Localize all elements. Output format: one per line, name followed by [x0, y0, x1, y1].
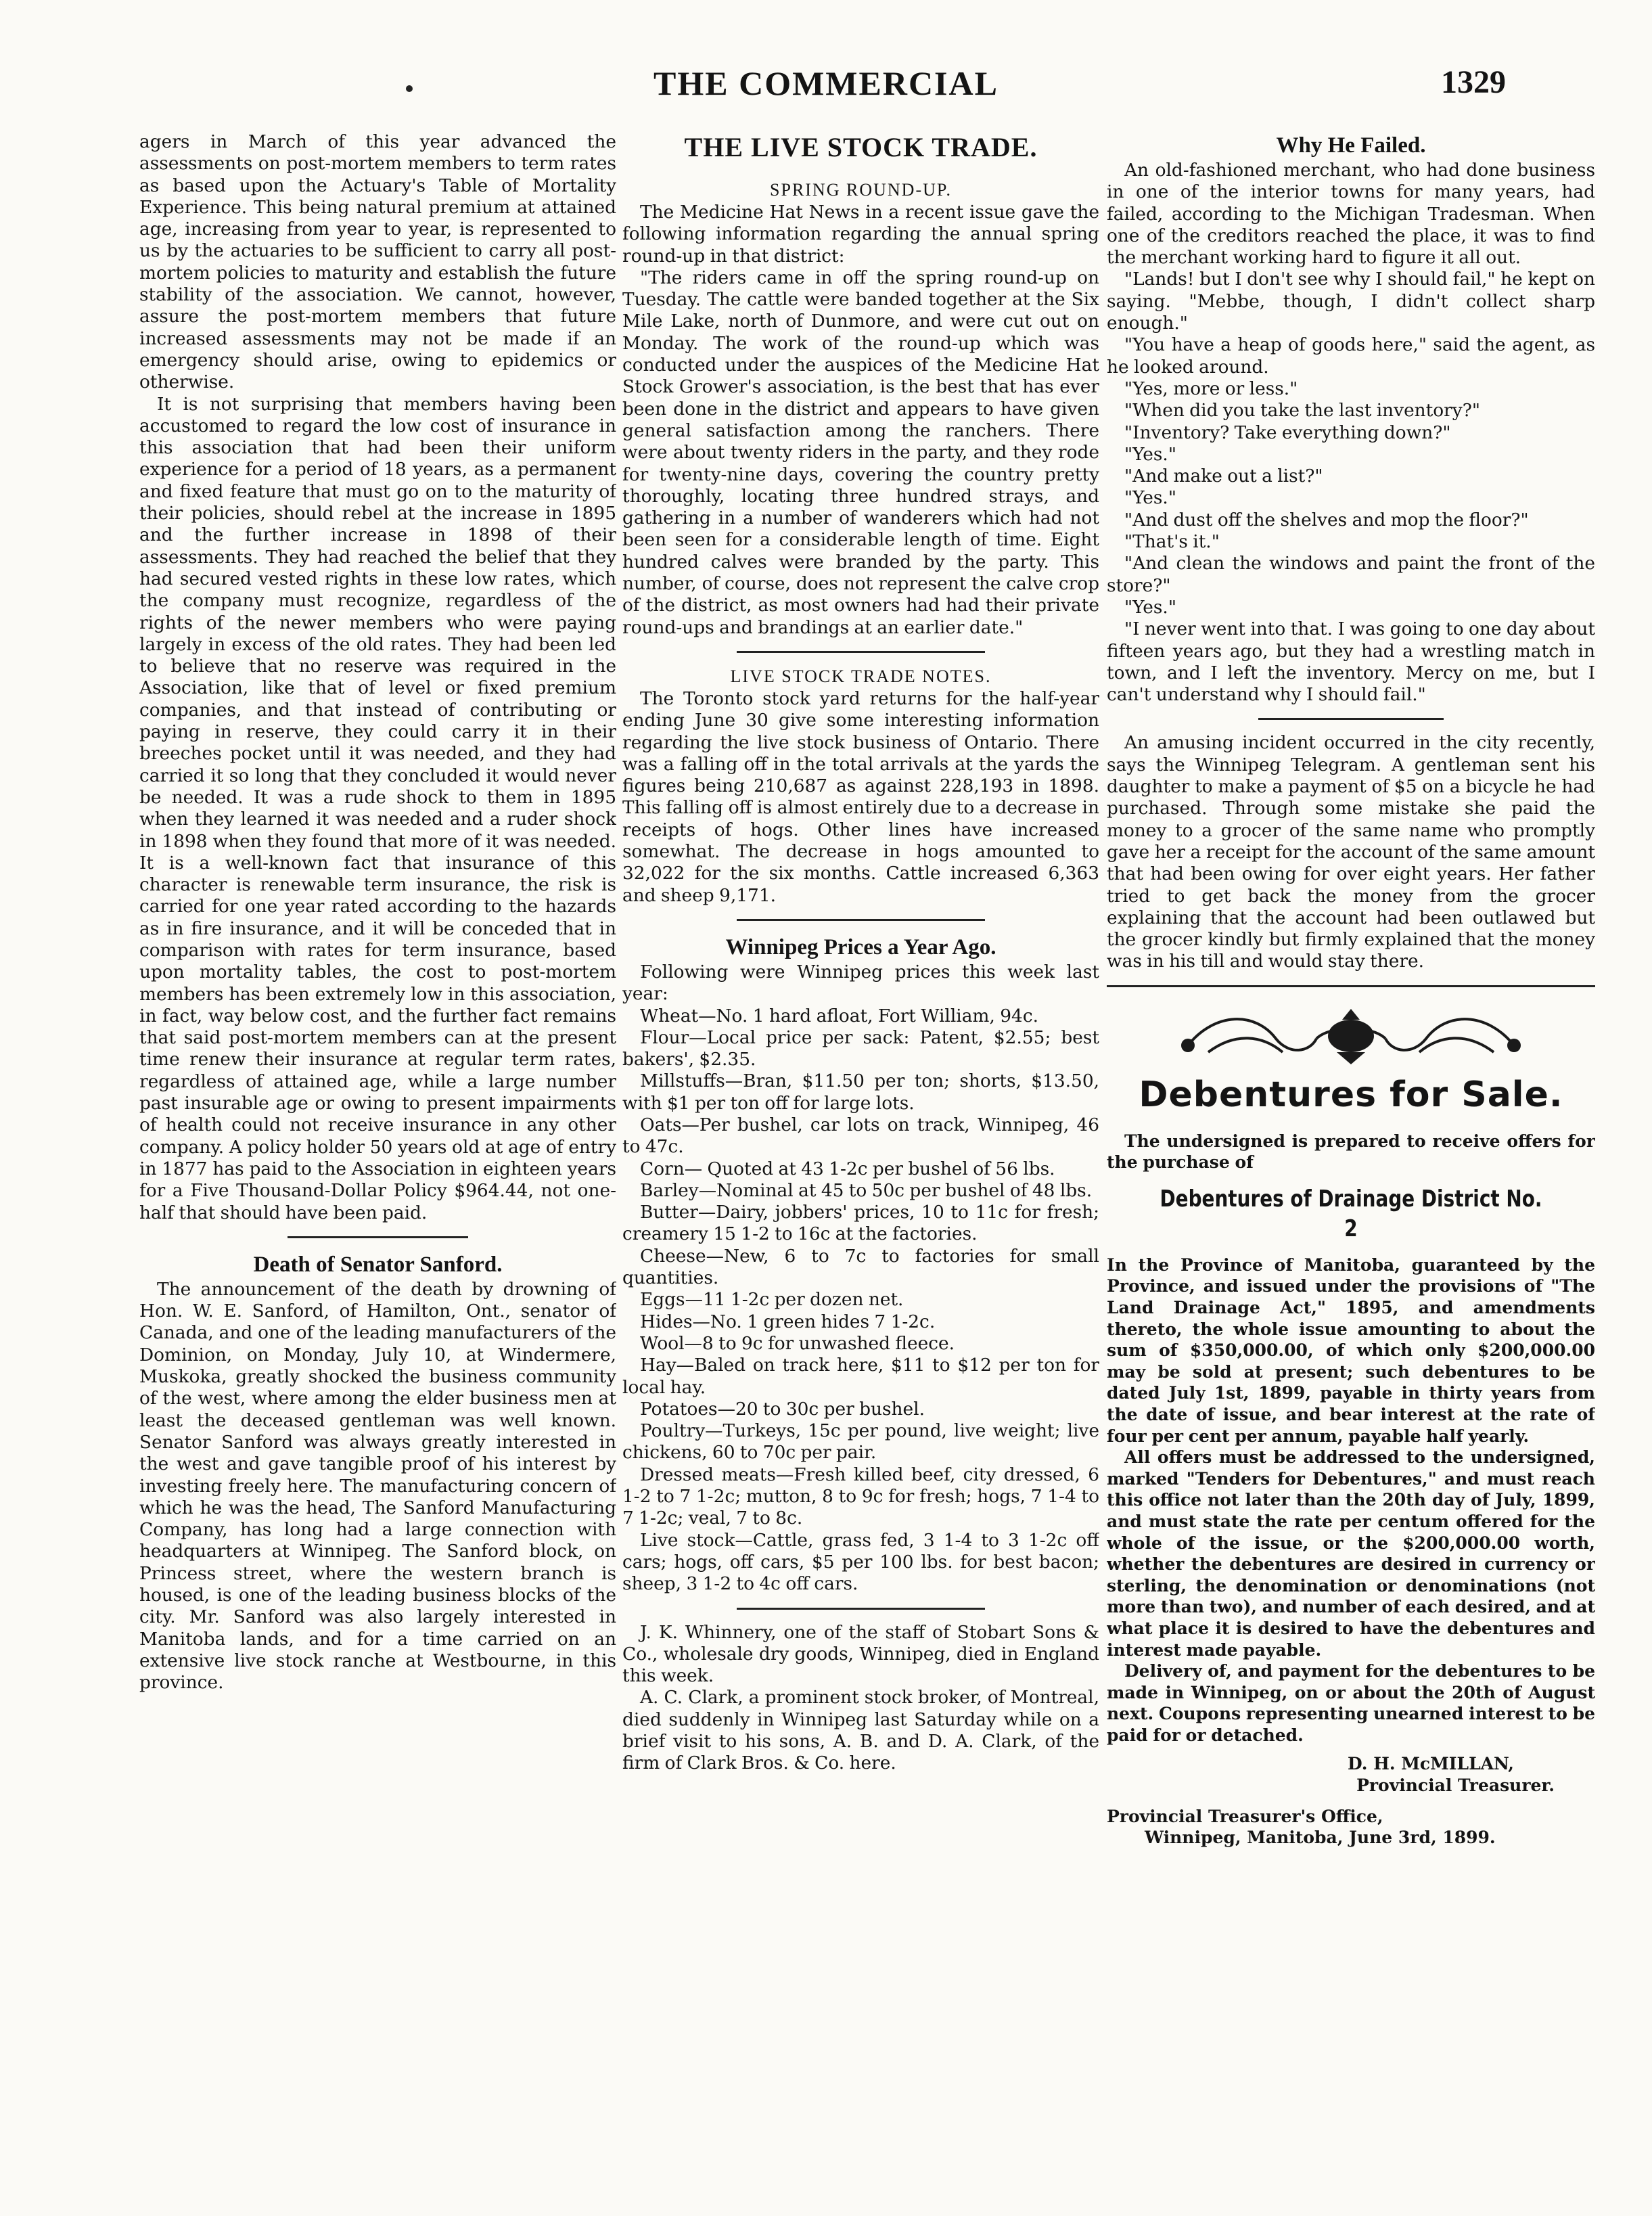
- bicycle-incident-paragraph: An amusing incident occurred in the city recently, says the Winnipeg Telegram. A gentleman sent his daughter to make a payment of $5 on a bicycle he had purchased. Through some mistake she paid the money to a grocer of the same name who promptly gave her a receipt for the account of the same amount that had been owing for over eight years. Her father tried to get back the money from the grocer explaining that the account had been outlawed but the grocer kindly but firmly explained that the money was in his till and would stay there.: [1107, 732, 1595, 972]
- failed-paragraph: "Lands! but I don't see why I should fail," he kept on saying. "Mebbe, though, I didn't collect sharp enough.": [1107, 269, 1595, 334]
- section-rule: [737, 651, 985, 653]
- why-he-failed-headline: Why He Failed.: [1276, 133, 1426, 158]
- section-rule: [737, 1608, 985, 1610]
- advertisement-subtitle: Debentures of Drainage District No. 2: [1160, 1185, 1542, 1242]
- newspaper-title: THE COMMERCIAL: [653, 64, 999, 102]
- failed-paragraph: "When did you take the last inventory?": [1124, 400, 1480, 422]
- office-address-line-2: Winnipeg, Manitoba, June 3rd, 1899.: [1145, 1827, 1496, 1847]
- failed-paragraph: "And clean the windows and paint the front of the store?": [1107, 553, 1595, 596]
- column-3: [1107, 131, 1595, 2188]
- failed-paragraph: "You have a heap of goods here," said the agent, as he looked around.: [1107, 334, 1595, 378]
- sanford-article: The announcement of the death by drowning of Hon. W. E. Sanford, of Hamilton, Ont., senator of Canada, and one of the leading manufacturers of the Dominion, on Monday, July 10, at Windermere, Muskoka, greatly shocked the business community of the west, where among the elder business men at least the deceased gentleman was well known. Senator Sanford was always greatly interested in the west and gave tangible proof of his interest by investing freely here. The manufacturing concern of which he was the head, The Sanford Manufacturing Company, has long had a large connection with headquarters at Winnipeg. The Sanford block, on Princess street, where the western branch is housed, is one of the leading business blocks of the city. Mr. Sanford was also largely interested in Manitoba lands, and for a time carried on an extensive live stock ranche at Westbourne, in this province.: [139, 1278, 616, 1694]
- price-item-eggs: Eggs—11 1-2c per dozen net.: [640, 1289, 904, 1311]
- advertisement-title: Debentures for Sale.: [1139, 1074, 1563, 1115]
- price-item-cheese: Cheese—New, 6 to 7c to factories for small quantities.: [622, 1245, 1099, 1289]
- spring-roundup-subhead: SPRING ROUND-UP.: [770, 180, 952, 200]
- insurance-paragraph-1: agers in March of this year advanced the assessments on post-mortem members to term rates as based upon the Actuary's Table of Mortality Experience. This being natural premium at attained age, increasing from year to year, is represented to us by the actuaries to be sufficient to carry all post-mortem policies to maturity and establish the future stability of the association. We cannot, however, assure the post-mortem members that future increased assessments may not be made if an emergency should arise, owing to epidemics or otherwise.: [139, 131, 616, 393]
- insurance-paragraph-2: It is not surprising that members having been accustomed to regard the low cost of insurance in this association that had been their uniform experience for a period of 18 years, as a permanent and fixed feature that must go on to the maturity of their policies, should rebel at the increase in 1895 and the further increase in 1898 of their assessments. They had reached the belief that they had secured vested rights in these low rates, which the company must recognize, regardless of the rights of the newer members who were paying largely in excess of the old rates. They had been led to believe that no reserve was required in the Association, like that of level or fixed premium companies, and that instead of contributing or paying in reserve, they could carry it in their breeches pocket until it was needed, and they had carried it so long that they concluded it would never be needed. It was a rude shock to them in 1895 when they learned it was needed and a ruder shock in 1898 when they found that more of it was needed. It is a well-known fact that insurance of this character is renewable term insurance, the risk is carried for one year rated according to the hazards as in fire insurance, and it will be conceded that in comparison with rates for term insurance, based upon mortality tables, the cost to post-mortem members has been extremely low in this association, in fact, way below cost, and the further fact remains that said post-mortem members can at the present time renew their insurance at regular term rates, regardless of attained age, while a large number past insurable age or owing to present impairments of health could not receive insurance in any other company. A policy holder 50 years old at age of entry in 1877 has paid to the Association in eighteen years for a Five Thousand-Dollar Policy $964.44, not one-half that should have been paid.: [139, 393, 616, 1223]
- page-number: 1329: [1441, 64, 1506, 100]
- price-item-hay: Hay—Baled on track here, $11 to $12 per ton for local hay.: [622, 1355, 1099, 1398]
- ornament-scroll-icon: [1107, 1005, 1595, 1067]
- failed-paragraph: "And dust off the shelves and mop the floor?": [1124, 509, 1529, 530]
- trade-notes-subhead: LIVE STOCK TRADE NOTES.: [730, 666, 992, 686]
- masthead: [0, 58, 1652, 112]
- signature-title: Provincial Treasurer.: [1356, 1775, 1555, 1795]
- price-item-wool: Wool—8 to 9c for unwashed fleece.: [640, 1332, 955, 1354]
- failed-paragraph: "I never went into that. I was going to one day about fifteen years ago, but they had a wrestling match in town, and I left the inventory. Mercy on me, but I can't understand why I should fail.": [1107, 618, 1595, 706]
- section-rule: [737, 919, 985, 921]
- failed-paragraph: An old-fashioned merchant, who had done business in one of the interior towns for many years, had failed, according to the Michigan Tradesman. When one of the creditors reached the place, it was to find the merchant working hard to figure it all out.: [1107, 160, 1595, 269]
- obituary-clark: A. C. Clark, a prominent stock broker, of Montreal, died suddenly in Winnipeg last Saturday while on a brief visit to his sons, A. B. and D. A. Clark, of the firm of Clark Bros. & Co. here.: [622, 1687, 1099, 1774]
- live-stock-headline: THE LIVE STOCK TRADE.: [684, 132, 1038, 162]
- failed-paragraph: "Yes, more or less.": [1124, 378, 1298, 399]
- price-item-wheat: Wheat—No. 1 hard afloat, Fort William, 94c.: [640, 1005, 1038, 1026]
- column-2: [622, 131, 1099, 2188]
- failed-paragraph: "Yes.": [1124, 443, 1176, 465]
- office-address-line-1: Provincial Treasurer's Office,: [1107, 1806, 1383, 1826]
- section-rule: [288, 1236, 469, 1238]
- price-item-oats: Oats—Per bushel, car lots on track, Winnipeg, 46 to 47c.: [622, 1114, 1099, 1158]
- price-item-butter: Butter—Dairy, jobbers' prices, 10 to 11c for fresh; creamery 15 1-2 to 16c at the factories.: [622, 1202, 1099, 1245]
- roundup-paragraph-2: "The riders came in off the spring round-up on Tuesday. The cattle were banded together at the Six Mile Lake, north of Dunmore, and were cut out on Monday. The work of the round-up which was conducted under the auspices of the Medicine Hat Stock Grower's association, is the best that has ever been done in the district and appears to have given general satisfaction among the ranchers. There were about twenty riders in the party, and they rode for twenty-nine days, covering the country pretty thoroughly, locating three hundred strays, and gathering in a number of wanderers which had not been seen for a considerable length of time. Eight hundred calves were branded by the party. This number, of course, does not represent the calve crop of the district, as most owners had had their private round-ups and brandings at an earlier date.": [622, 267, 1099, 638]
- trade-notes-paragraph: The Toronto stock yard returns for the half-year ending June 30 give some interesting information regarding the live stock business of Ontario. There was a falling off in the total arrivals at the yards the figures being 210,687 as against 228,193 in 1898. This falling off is almost entirely due to a decrease in receipts of hogs. Other lines have increased somewhat. The decrease in hogs amounted to 32,022 for the six months. Cattle increased 6,363 and sheep 9,171.: [622, 687, 1099, 906]
- signature-name: D. H. McMILLAN,: [1348, 1753, 1514, 1773]
- price-item-flour: Flour—Local price per sack: Patent, $2.55; best bakers', $2.35.: [622, 1026, 1099, 1070]
- price-item-poultry: Poultry—Turkeys, 15c per pound, live weight; live chickens, 60 to 70c per pair.: [622, 1420, 1099, 1464]
- price-item-corn: Corn— Quoted at 43 1-2c per bushel of 56 lbs.: [640, 1158, 1055, 1179]
- failed-paragraph: "Yes.": [1124, 487, 1176, 509]
- failed-paragraph: "Inventory? Take everything down?": [1124, 422, 1451, 443]
- advertisement-paragraph: In the Province of Manitoba, guaranteed by the Province, and issued under the provisions of "The Land Drainage Act," 1895, and amendments thereto, the whole issue amounting to about the sum of $350,000.00, of which only $200,000.00 may be sold at present; such debentures to be dated July 1st, 1899, payable in thirty years from the date of issue, and bear interest at the rate of four per cent per annum, payable half yearly.: [1107, 1254, 1595, 1446]
- price-item-barley: Barley—Nominal at 45 to 50c per bushel of 48 lbs.: [640, 1179, 1093, 1201]
- price-item-live-stock: Live stock—Cattle, grass fed, 3 1-4 to 3 1-2c off cars; hogs, off cars, $5 per 100 lbs. for best bacon; sheep, 3 1-2 to 4c off cars.: [622, 1529, 1099, 1595]
- advertisement-intro: The undersigned is prepared to receive offers for the purchase of: [1107, 1131, 1595, 1173]
- failed-paragraph: "That's it.": [1124, 531, 1220, 553]
- failed-paragraph: "And make out a list?": [1124, 466, 1323, 487]
- price-item-dressed-meats: Dressed meats—Fresh killed beef, city dressed, 6 1-2 to 7 1-2c; mutton, 8 to 9c for fresh; hogs, 7 1-4 to 7 1-2c; veal, 7 to 8c.: [622, 1464, 1099, 1529]
- price-item-hides: Hides—No. 1 green hides 7 1-2c.: [640, 1311, 936, 1332]
- obituary-whinnery: J. K. Whinnery, one of the staff of Stobart Sons & Co., wholesale dry goods, Winnipeg, died in England this week.: [622, 1621, 1099, 1687]
- sanford-headline: Death of Senator Sanford.: [253, 1252, 503, 1277]
- prices-intro: Following were Winnipeg prices this week last year:: [622, 961, 1099, 1005]
- failed-paragraph: "Yes.": [1124, 596, 1176, 618]
- roundup-paragraph-1: The Medicine Hat News in a recent issue gave the following information regarding the annual spring round-up in that district:: [622, 202, 1099, 267]
- column-1: [139, 131, 616, 2188]
- advertisement-top-rule: [1107, 985, 1595, 987]
- section-rule: [1258, 718, 1444, 720]
- winnipeg-prices-headline: Winnipeg Prices a Year Ago.: [725, 934, 996, 959]
- advertisement-paragraph: All offers must be addressed to the undersigned, marked "Tenders for Debentures," and must reach this office not later than the 20th day of July, 1899, and must state the rate per centum offered for the whole of the issue, or the $200,000.00 worth, whether the debentures are desired in currency or sterling, the denomination or denominations (not more than two), and number of each desired, and at what place it is desired to have the debentures and interest made payable.: [1107, 1447, 1595, 1660]
- price-item-millstuffs: Millstuffs—Bran, $11.50 per ton; shorts, $13.50, with $1 per ton off for large lots.: [622, 1070, 1099, 1114]
- advertisement-paragraph: Delivery of, and payment for the debentures to be made in Winnipeg, on or about the 20th of August next. Coupons representing unearned interest to be paid for or detached.: [1107, 1661, 1595, 1745]
- price-item-potatoes: Potatoes—20 to 30c per bushel.: [640, 1398, 925, 1420]
